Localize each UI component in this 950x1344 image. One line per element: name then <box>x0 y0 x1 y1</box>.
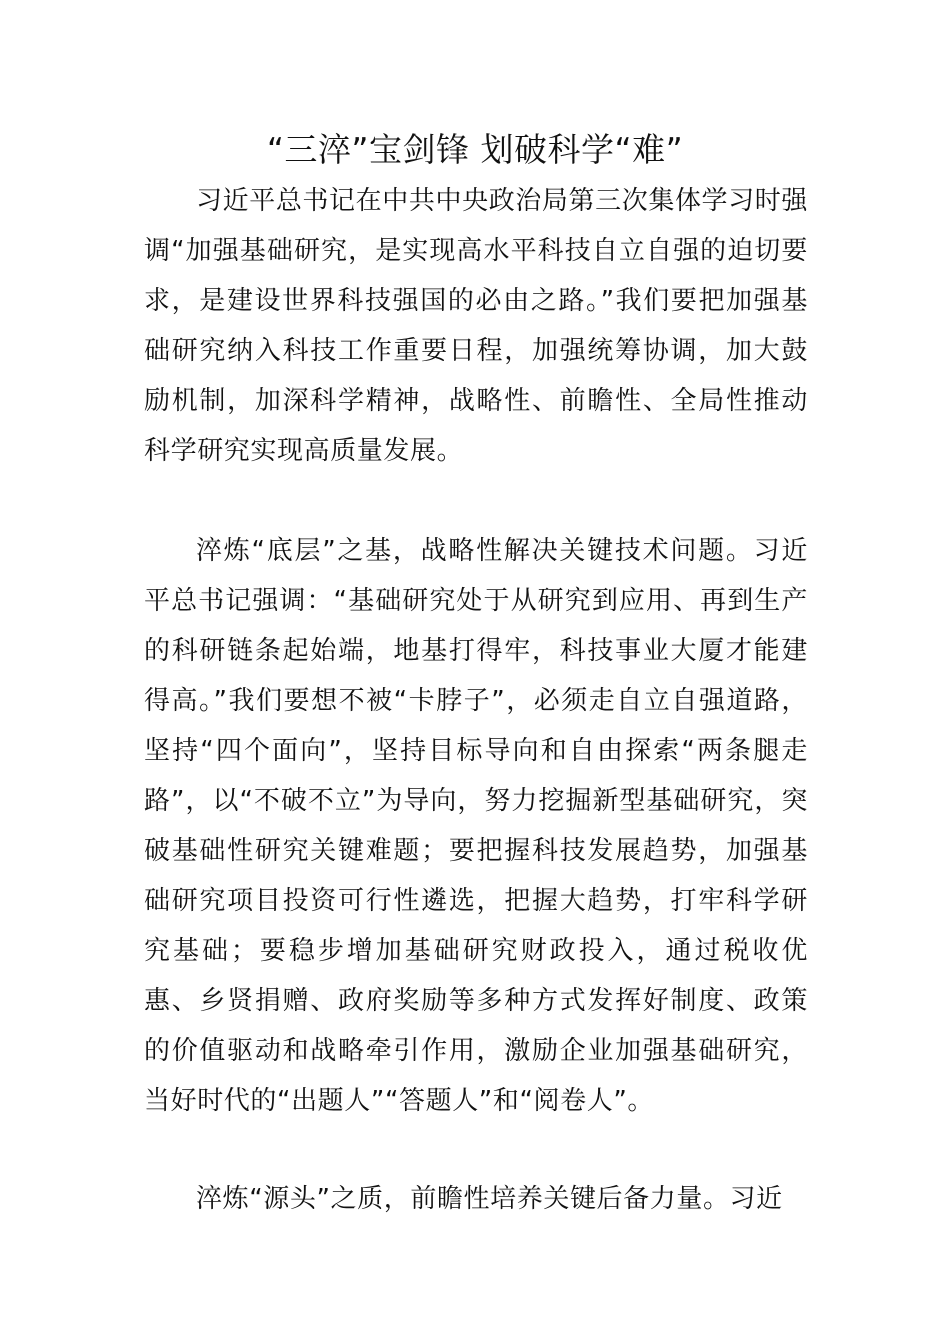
paragraph-foundation: 淬炼“底层”之基，战略性解决关键技术问题。习近平总书记强调：“基础研究处于从研究到应用、再到生产的科研链条起始端，地基打得牢，科技事业大厦才能建得高。”我们要想不被“卡脖子”，必须走自立自强道路，坚持“四个面向”，坚持目标导向和自由探索“两条腿走路”，以“不破不立”为导向，努力挖掘新型基础研究，突破基础性研究关键难题；要把握科技发展趋势，加强基础研究项目投资可行性遴选，把握大趋势，打牢科学研究基础；要稳步增加基础研究财政投入，通过税收优惠、乡贤捐赠、政府奖励等多种方式发挥好制度、政策的价值驱动和战略牵引作用，激励企业加强基础研究，当好时代的“出题人”“答题人”和“阅卷人”。 <box>144 536 808 1116</box>
paragraph-intro: 习近平总书记在中共中央政治局第三次集体学习时强调“加强基础研究，是实现高水平科技自立自强的迫切要求，是建设世界科技强国的必由之路。”我们要把加强基础研究纳入科技工作重要日程，加强统筹协调，加大鼓励机制，加深科学精神，战略性、前瞻性、全局性推动科学研究实现高质量发展。 <box>144 186 808 466</box>
document-title: “三淬”宝剑锋 划破科学“难” <box>266 130 684 169</box>
paragraph-source: 淬炼“源头”之质，前瞻性培养关键后备力量。习近 <box>196 1184 783 1214</box>
